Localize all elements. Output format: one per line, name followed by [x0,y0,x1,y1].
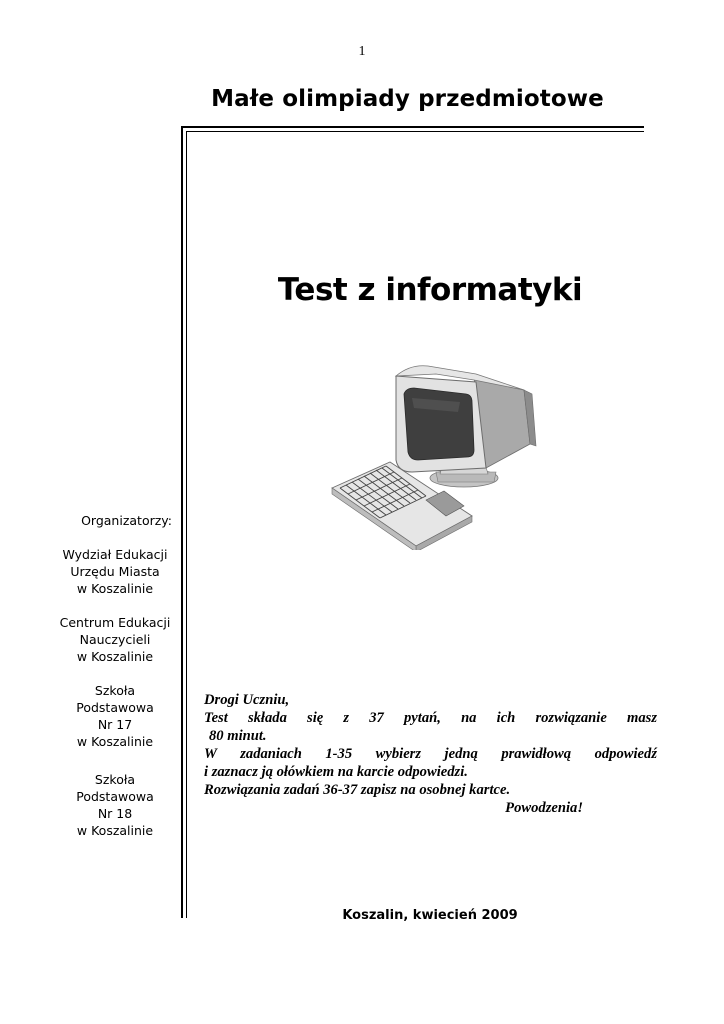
organizer-block [40,614,190,665]
instructions-line: Test składa się z 37 pytań, na ich rozwiązanie masz [204,710,657,726]
organizer-line: Wydział Edukacji [62,547,168,562]
place-and-date: Koszalin, kwiecień 2009 [342,908,518,923]
organizer-line: Urzędu Miasta [70,564,160,579]
instructions-line: Rozwiązania zadań 36-37 zapisz na osobnej kartce. [204,782,511,798]
frame-top-inner-line [186,131,644,132]
organizer-line: Podstawowa [76,789,154,804]
organizer-line: Szkoła [94,772,136,787]
instructions-line: 80 minut. [209,728,267,744]
organizer-line: w Koszalinie [76,581,154,596]
organizer-line: w Koszalinie [76,734,154,749]
organizer-line: w Koszalinie [76,823,154,838]
instructions-greeting: Drogi Uczniu, [204,692,290,708]
frame-top-line [181,126,644,128]
organizer-line: w Koszalinie [76,649,154,664]
organizers-heading: Organizatorzy: [81,513,172,528]
organizer-line: Szkoła [94,683,136,698]
organizer-line: Nauczycieli [79,632,151,647]
organizer-line: Nr 17 [97,717,133,732]
organizer-block [40,771,190,839]
organizer-line: Nr 18 [97,806,133,821]
organizer-block [40,682,190,750]
organizers-sidebar [40,512,190,856]
instructions-closing: Powodzenia! [505,800,583,816]
organizer-line: Podstawowa [76,700,154,715]
instructions-block [204,691,657,817]
instructions-line: W zadaniach 1-35 wybierz jedną prawidłową odpowiedź [204,746,657,762]
page-number: 1 [358,44,366,59]
organizer-block [40,546,190,597]
organizer-line: Centrum Edukacji [59,615,171,630]
instructions-line: i zaznacz ją ołówkiem na karcie odpowiedzi. [204,764,468,780]
test-title: Test z informatyki [277,272,583,308]
computer-icon [326,360,538,550]
header-title: Małe olimpiady przedmiotowe [211,86,604,112]
